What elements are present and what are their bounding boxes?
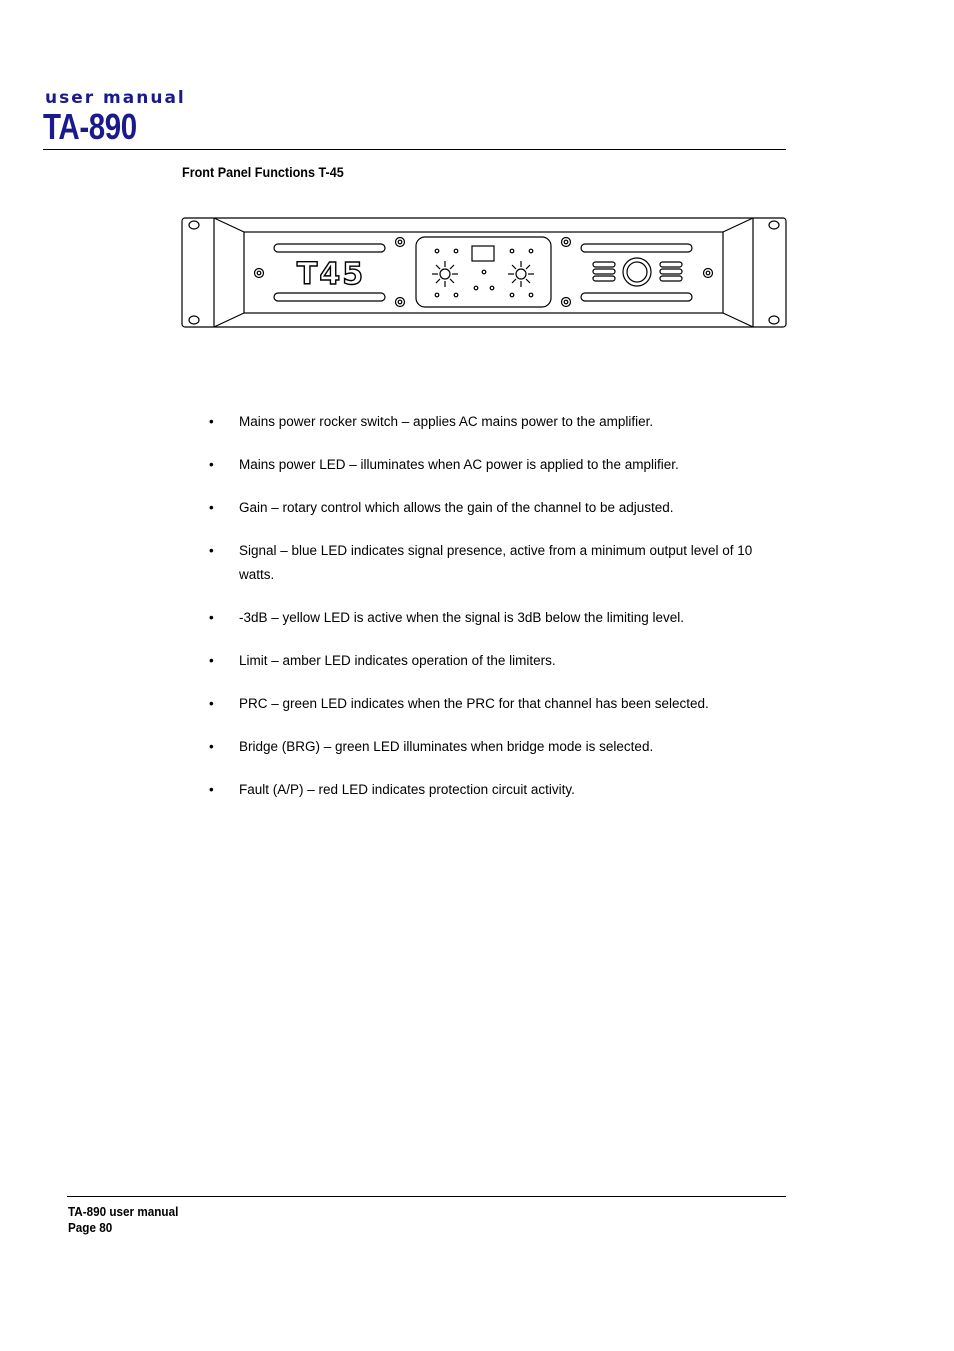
front-panel-diagram [181, 217, 787, 329]
list-item-text: Limit – amber LED indicates operation of the limiters. [239, 653, 556, 668]
list-item [209, 692, 789, 716]
list-item-text: Mains power LED – illuminates when AC power is applied to the amplifier. [239, 457, 679, 472]
function-list [209, 410, 789, 821]
section-title: Front Panel Functions T-45 [182, 164, 344, 180]
list-item-text: -3dB – yellow LED is active when the signal is 3dB below the limiting level. [239, 610, 684, 625]
bullet-icon: • [209, 457, 214, 472]
list-item [209, 410, 789, 434]
document-title: TA-890 [43, 106, 137, 147]
list-item [209, 606, 789, 630]
bullet-icon: • [209, 653, 214, 668]
list-item-text: Signal – blue LED indicates signal presence, active from a minimum output level of 10 watts. [239, 543, 753, 582]
footer [68, 1204, 178, 1236]
page-number: Page 80 [68, 1220, 113, 1235]
list-item-text: Mains power rocker switch – applies AC mains power to the amplifier. [239, 414, 654, 429]
list-item-text: Fault (A/P) – red LED indicates protection circuit activity. [239, 782, 575, 797]
list-item-text: PRC – green LED indicates when the PRC for that channel has been selected. [239, 696, 709, 711]
bullet-icon: • [209, 500, 214, 515]
list-item [209, 735, 789, 759]
list-item [209, 453, 789, 477]
footer-manual-title: TA-890 user manual [68, 1204, 179, 1219]
bullet-icon: • [209, 739, 214, 754]
bullet-icon: • [209, 782, 214, 797]
list-item-text: Bridge (BRG) – green LED illuminates when bridge mode is selected. [239, 739, 654, 754]
list-item [209, 496, 789, 520]
bullet-icon: • [209, 414, 214, 429]
bullet-icon: • [209, 696, 214, 711]
footer-rule [67, 1196, 786, 1197]
list-item [209, 649, 789, 673]
list-item [209, 778, 789, 802]
panel-model-label: T45 [296, 257, 366, 292]
list-item [209, 539, 789, 587]
header-rule [43, 149, 786, 150]
header-subtitle: user manual [45, 88, 186, 108]
bullet-icon: • [209, 610, 214, 625]
list-item-text: Gain – rotary control which allows the gain of the channel to be adjusted. [239, 500, 674, 515]
bullet-icon: • [209, 543, 214, 558]
